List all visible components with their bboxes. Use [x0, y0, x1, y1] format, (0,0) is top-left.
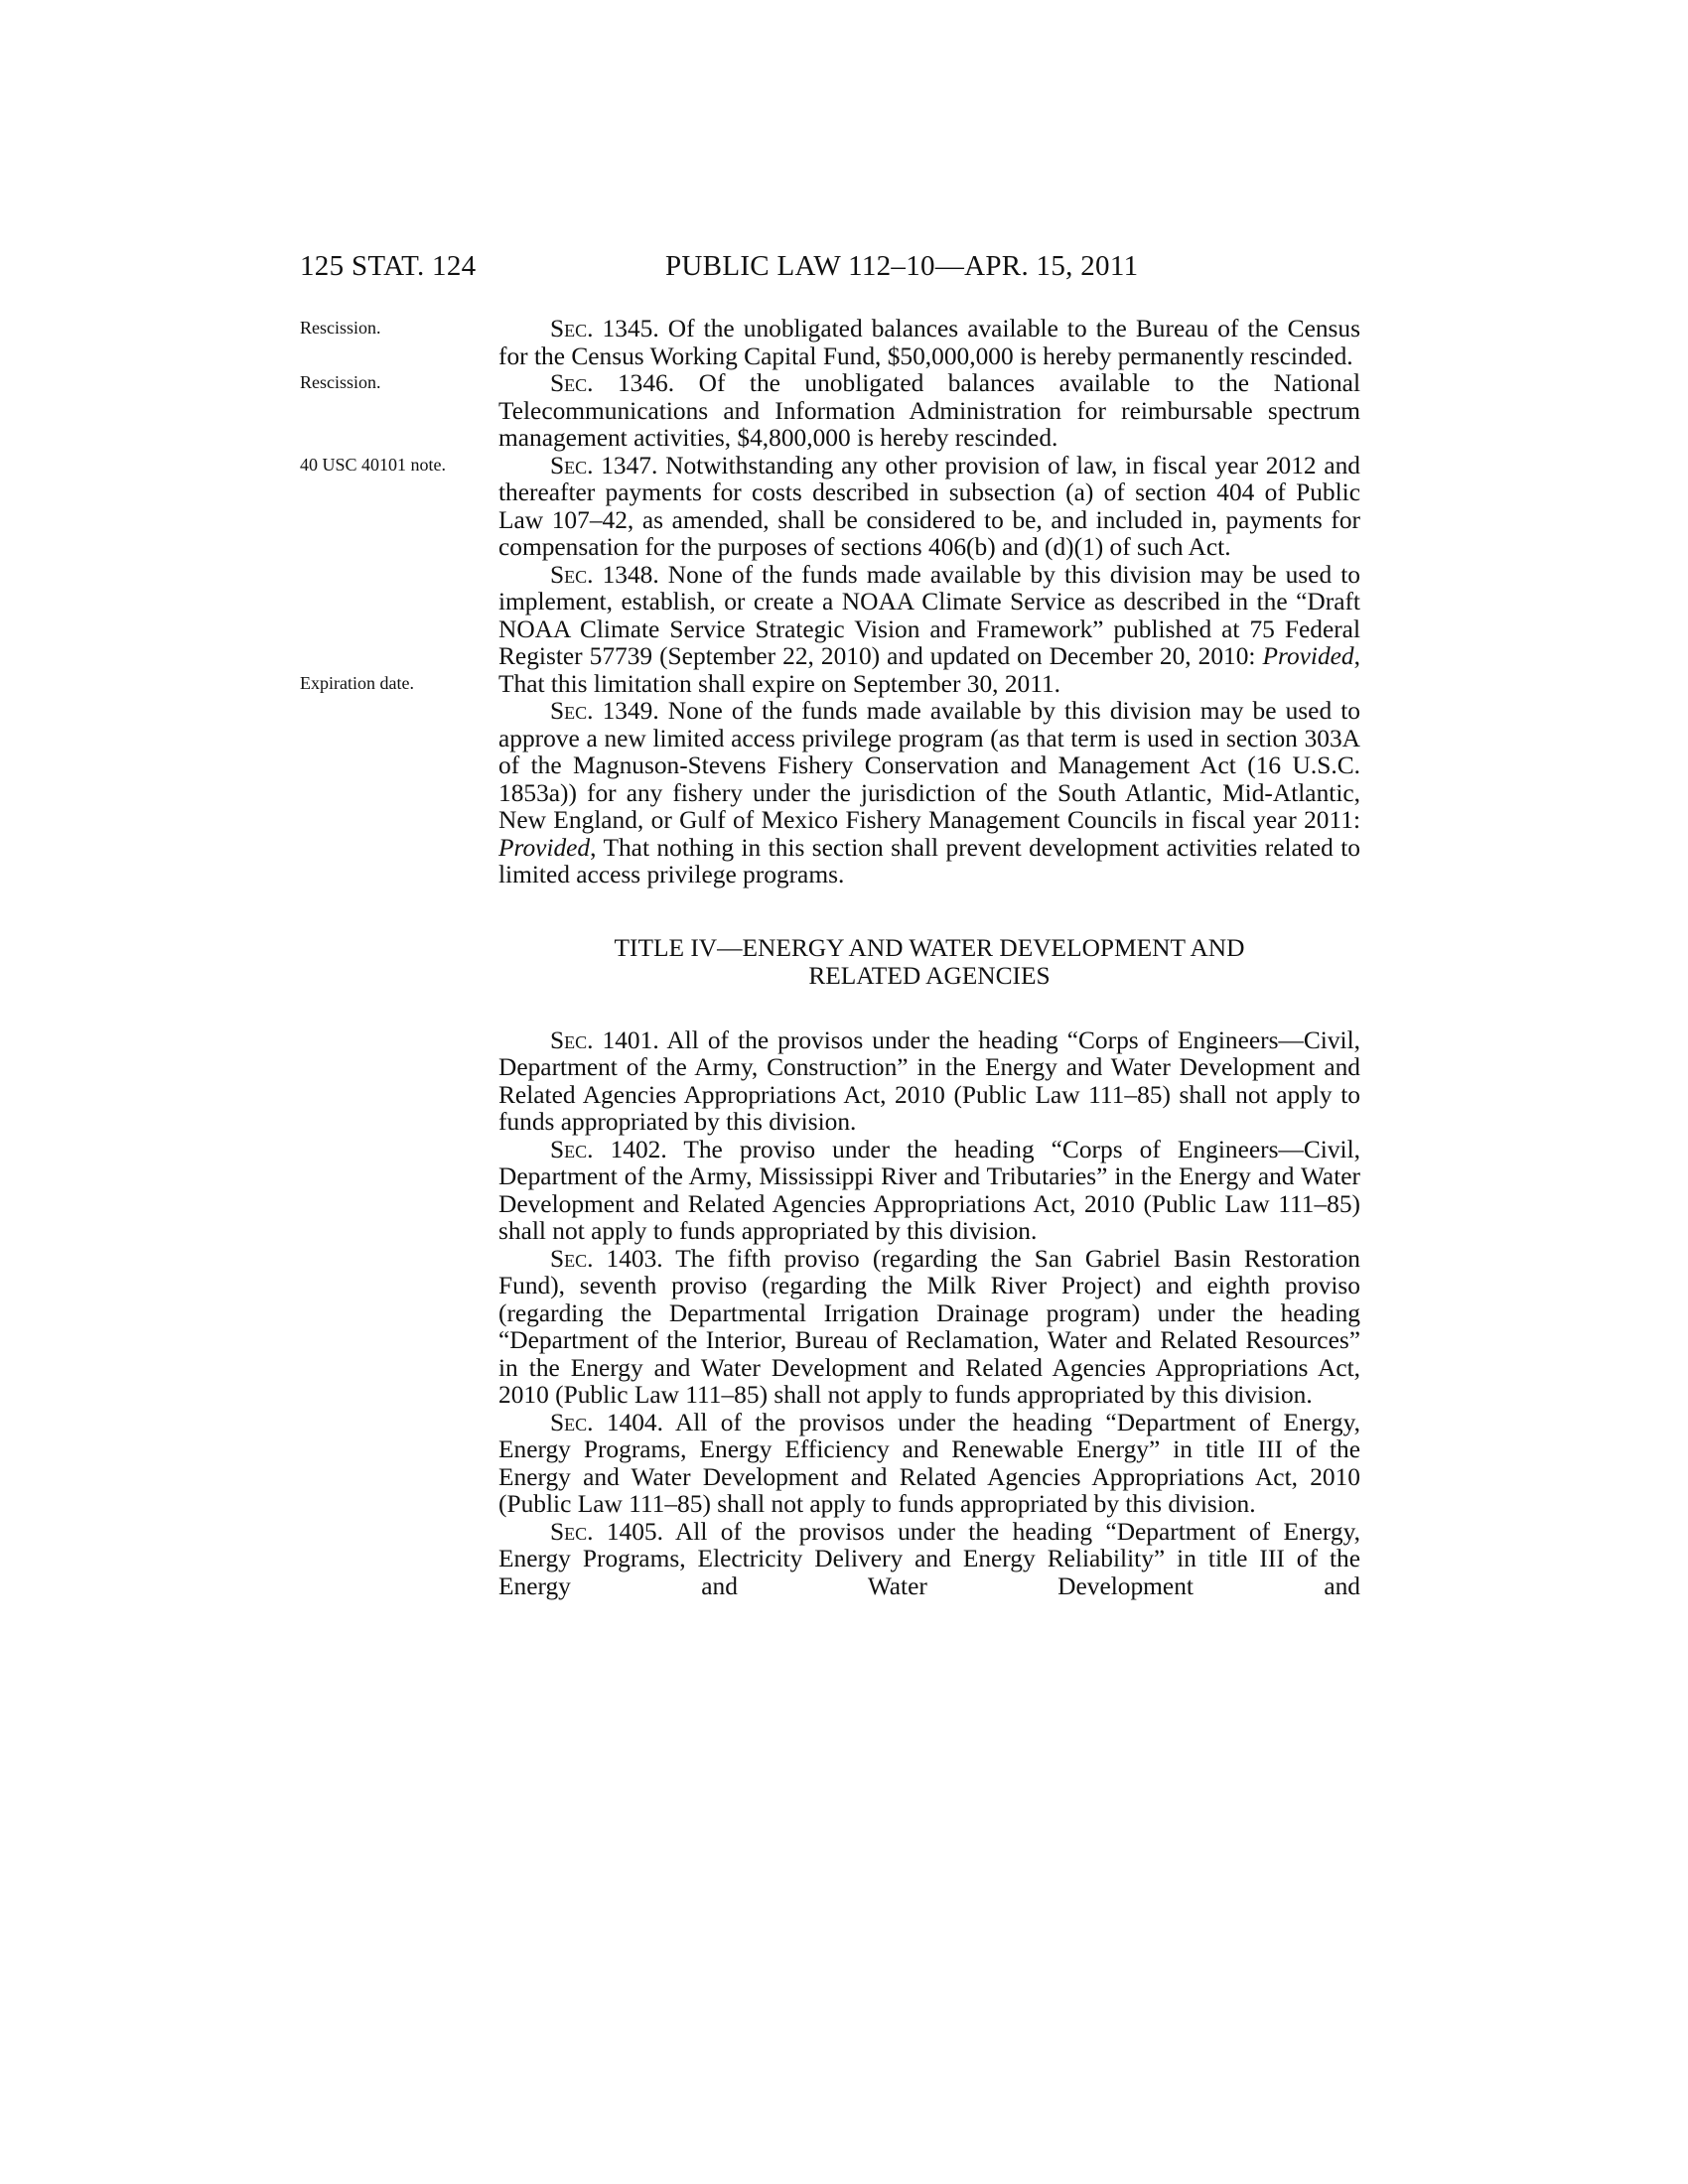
running-header: [300, 250, 1388, 290]
section-1404: [498, 1410, 1360, 1519]
section-1347: [300, 451, 1361, 562]
title-heading: [498, 934, 1360, 990]
statute-page-number: 125 STAT. 124: [300, 250, 477, 282]
section-number: Sec. 1348.: [550, 560, 659, 589]
section-1346: [300, 369, 1361, 453]
section-text: All of the provisos under the heading “Corps of Engineers—Civil, Department of the Army, Construction” in the Energy and Water Development and Related Agencies Appropriations Act, 2010 (Public Law 111–85) shall not apply to funds appropriated by this division.: [498, 1025, 1360, 1136]
public-law-citation: PUBLIC LAW 112–10—APR. 15, 2011: [665, 250, 1139, 282]
section-text: Of the unobligated balances available to the Bureau of the Census for the Census Working Capital Fund, $50,000,000 is hereby permanently rescinded.: [498, 315, 1360, 370]
section-number: Sec. 1349.: [550, 697, 659, 725]
section-text: The proviso under the heading “Corps of Engineers—Civil, Department of the Army, Mississippi River and Tributaries” in the Energy and Water Development and Related Agencies Appropriations Act, 2010 (Public Law 111–85) shall not apply to funds appropriated by this division.: [498, 1135, 1360, 1245]
section-number: Sec. 1347.: [550, 451, 658, 479]
margin-note: Rescission.: [300, 372, 381, 392]
section-number: Sec. 1346.: [550, 369, 675, 397]
title-line-1: TITLE IV—ENERGY AND WATER DEVELOPMENT AND: [614, 933, 1245, 962]
section-1403: [498, 1246, 1360, 1410]
section-1349: [498, 698, 1360, 889]
section-text: All of the provisos under the heading “Department of Energy, Energy Programs, Electricity Delivery and Energy Reliability” in title III of the Energy and Water Development and: [498, 1517, 1361, 1600]
section-1401: [498, 1027, 1360, 1137]
section-text: Notwithstanding any other provision of law, in fiscal year 2012 and thereafter payments for costs described in subsection (a) of section 404 of Public Law 107–42, as amended, shall be considered to be, and included in, payments for compensation for the purposes of sections 406(b) and (d)(1) of such Act.: [498, 451, 1361, 561]
section-text: Of the unobligated balances available to the National Telecommunications and Information Administration for reimbursable spectrum management activities, $4,800,000 is hereby rescinded.: [498, 369, 1361, 452]
section-1405: [498, 1519, 1360, 1601]
section-number: Sec. 1401.: [550, 1025, 659, 1054]
section-text-continued: , That nothing in this section shall prevent development activities related to limited access privilege programs.: [498, 833, 1360, 888]
section-1402: [498, 1137, 1360, 1246]
document-body: [300, 315, 1361, 1600]
margin-note: 40 USC 40101 note.: [300, 454, 447, 475]
section-text: The fifth proviso (regarding the San Gabriel Basin Restoration Fund), seventh proviso (regarding the Milk River Project) and eighth proviso (regarding the Departmental Irrigation Drainage program) under the heading “Department of the Interior, Bureau of Reclamation, Water and Related Resources” in the Energy and Water Development and Related Agencies Appropriations Act, 2010 (Public Law 111–85) shall not apply to funds appropriated by this division.: [498, 1244, 1360, 1409]
section-number: Sec. 1345.: [550, 315, 659, 342]
section-number: Sec. 1405.: [550, 1517, 663, 1546]
section-number: Sec. 1402.: [550, 1135, 667, 1163]
section-number: Sec. 1404.: [550, 1408, 663, 1436]
section-text-continued: , That this limitation shall expire on September 30, 2011.: [498, 642, 1360, 698]
section-1348: [300, 560, 1360, 699]
proviso-term: Provided: [498, 833, 591, 862]
section-text: None of the funds made available by this division may be used to implement, establish, or create a NOAA Climate Service as described in the “Draft NOAA Climate Service Strategic Vision and Framework” published at 75 Federal Register 57739 (September 22, 2010) and updated on December 20, 2010:: [498, 560, 1360, 670]
section-1345: [300, 315, 1360, 370]
section-text: None of the funds made available by this division may be used to approve a new limited access privilege program (as that term is used in section 303A of the Magnuson-Stevens Fishery Conservation and Management Act (16 U.S.C. 1853a)) for any fishery under the jurisdiction of the South Atlantic, Mid-Atlantic, New England, or Gulf of Mexico Fishery Management Councils in fiscal year 2011:: [498, 697, 1360, 834]
section-number: Sec. 1403.: [550, 1244, 663, 1273]
title-line-2: RELATED AGENCIES: [808, 961, 1051, 990]
section-text: All of the provisos under the heading “Department of Energy, Energy Programs, Energy Efficiency and Renewable Energy” in title III of the Energy and Water Development and Related Agencies Appropriations Act, 2010 (Public Law 111–85) shall not apply to funds appropriated by this division.: [498, 1408, 1361, 1518]
proviso-term: Provided: [1262, 642, 1354, 670]
margin-note: Rescission.: [300, 318, 381, 338]
margin-note: Expiration date.: [300, 672, 414, 693]
